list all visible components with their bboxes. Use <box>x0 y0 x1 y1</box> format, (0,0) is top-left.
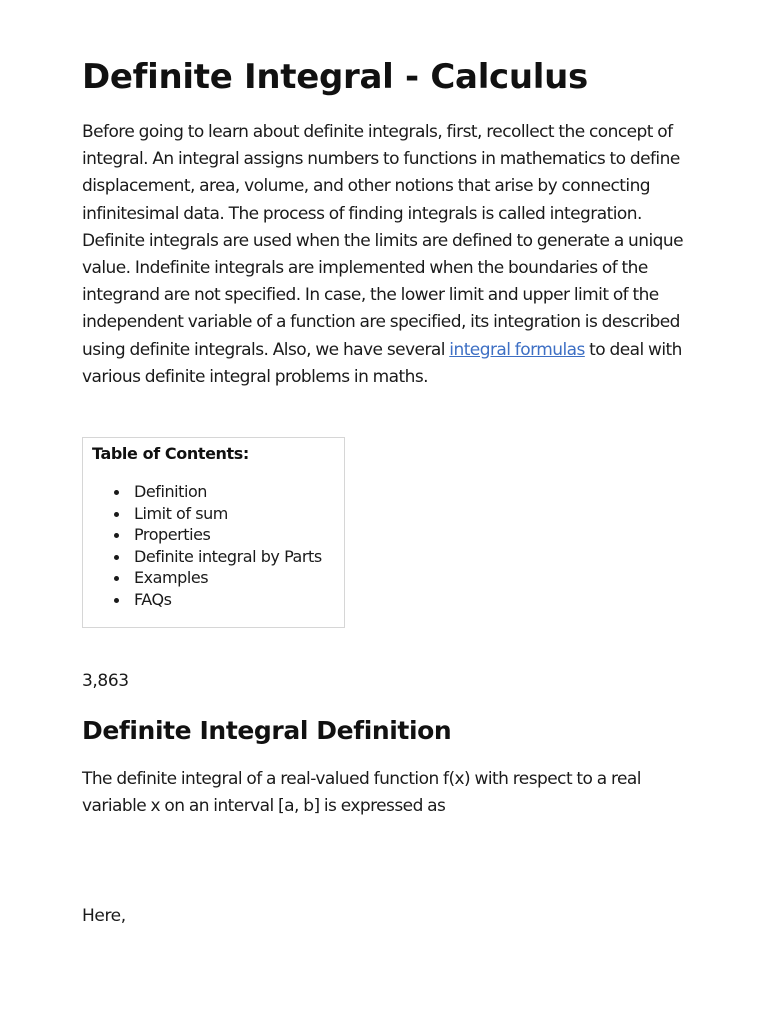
integral-formulas-link[interactable]: integral formulas <box>449 339 585 360</box>
table-of-contents <box>82 437 345 628</box>
bullet-icon <box>114 512 119 517</box>
toc-list <box>92 481 344 611</box>
toc-item-properties[interactable] <box>114 524 344 546</box>
toc-item-definition[interactable] <box>114 481 344 503</box>
here-paragraph: Here, <box>82 906 126 926</box>
bullet-icon <box>114 555 119 560</box>
toc-item-faqs[interactable] <box>114 589 344 611</box>
toc-item-label: Limit of sum <box>134 503 228 523</box>
toc-item-label: Definite integral by Parts <box>134 546 322 566</box>
bullet-icon <box>114 490 119 495</box>
page-title: Definite Integral - Calculus <box>82 57 588 97</box>
section-heading-definition: Definite Integral Definition <box>82 716 452 745</box>
definition-paragraph: The definite integral of a real-valued function f(x) with respect to a real variable x on an interval [a, b] is expressed as <box>82 769 641 817</box>
toc-item-label: FAQs <box>134 589 172 609</box>
intro-text-start: Before going to learn about definite integrals, first, recollect the concept of integral. An integral assigns numbers to functions in mathematics to define displacement, area, volume, and other notions that arise by connecting infinitesimal data. The process of finding integrals is called integration. Definite integrals are used when the limits are defined to generate a unique value. Indefinite integrals are implemented when the boundaries of the integrand are not specified. In case, the lower limit and upper limit of the independent variable of a function are specified, its integration is described using definite integrals. Also, we have several <box>82 122 684 360</box>
intro-paragraph <box>82 119 692 391</box>
toc-item-label: Definition <box>134 482 207 501</box>
toc-item-label: Properties <box>134 525 211 545</box>
bullet-icon <box>114 598 119 603</box>
bullet-icon <box>114 533 119 538</box>
view-count: 3,863 <box>82 671 129 691</box>
toc-item-limit-of-sum[interactable] <box>114 503 344 525</box>
toc-item-definite-integral-by-parts[interactable] <box>114 546 344 568</box>
toc-item-examples[interactable] <box>114 567 344 589</box>
bullet-icon <box>114 576 119 581</box>
toc-item-label: Examples <box>134 568 209 588</box>
intro-text-end: to deal with various definite integral problems in maths. <box>82 339 682 387</box>
toc-title: Table of Contents: <box>92 444 249 463</box>
